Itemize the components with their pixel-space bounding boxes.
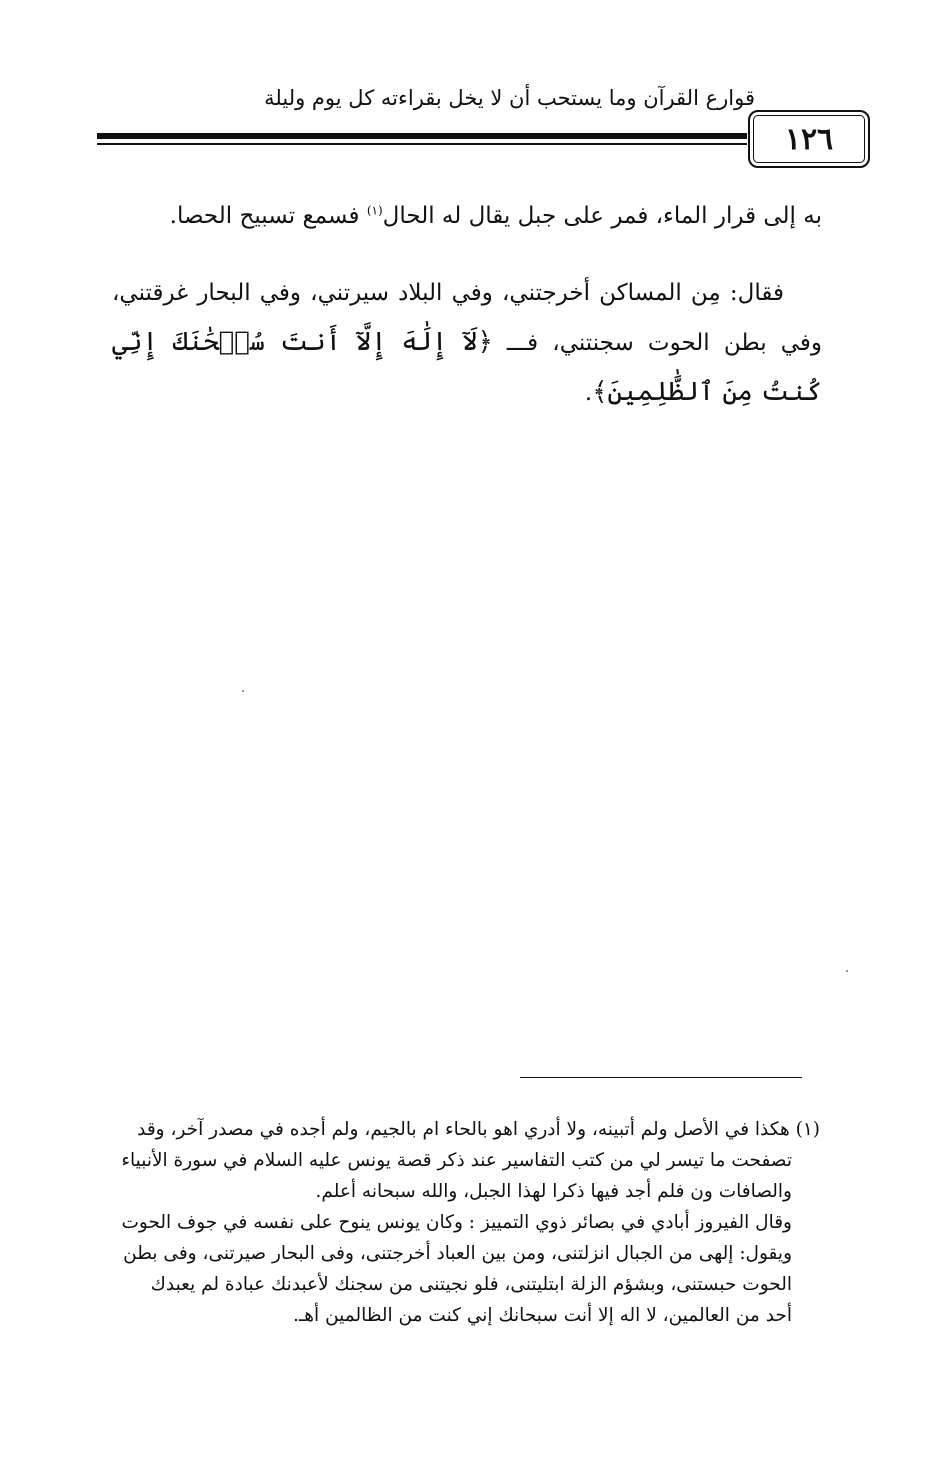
page-number: ١٢٦ (784, 121, 834, 157)
page-number-frame (748, 110, 870, 168)
footnote-line: أحد من العالمين، لا اله إلا أنت سبحانك إني كنت من الظالمين أهـ. (293, 1305, 792, 1326)
header-rule-thick (97, 133, 747, 139)
paragraph-2-end: . (584, 380, 593, 406)
scan-speck (242, 690, 244, 692)
footnote-reference[interactable]: (١) (366, 203, 383, 218)
quran-verse: ﴿لَآ إِلَٰهَ إِلَّآ أَنتَ سُبۡحَٰنَكَ إِنِّي كُنتُ مِنَ ٱلظَّٰلِمِينَ﴾ (112, 327, 822, 407)
footnote-line: الحوت حبستنى، وبشؤم الزلة ابتليتنى، فلو نجيتنى من سجنك لأعبدنك عبادة لم يعبدك (150, 1274, 792, 1295)
paragraph-1-text: به إلى قرار الماء، فمر على جبل يقال له الحال (382, 203, 822, 229)
footnotes-block (75, 1114, 820, 1331)
scan-speck (846, 970, 848, 972)
footnote-line: تصفحت ما تيسر لي من كتب التفاسير عند ذكر قصة يونس عليه السلام في سورة الأنبياء (121, 1150, 792, 1171)
body-paragraph-2 (112, 269, 822, 418)
footnote-line: وقال الفيروز أبادي في بصائر ذوي التمييز : وكان يونس ينوح على نفسه في جوف الحوت (121, 1212, 792, 1233)
body-paragraph-1 (112, 192, 822, 241)
paragraph-1-end: فسمع تسبيح الحصا. (169, 203, 367, 229)
footnote-line: (١) هكذا في الأصل ولم أتبينه، ولا أدري اهو بالحاء ام بالجيم، ولم أجده في مصدر آخر، وقد (137, 1119, 820, 1140)
running-header-title: قوارع القرآن وما يستحب أن لا يخل بقراءته كل يوم وليلة (264, 86, 755, 110)
footnote-line: والصافات ون فلم أجد فيها ذكرا لهذا الجبل، والله سبحانه أعلم. (315, 1181, 792, 1202)
footnote-line: ويقول: إلهى من الجبال انزلتنى، ومن بين العباد أخرجتنى، وفى البحار صيرتنى، وفى بطن (123, 1243, 792, 1264)
paragraph-2-text: فقال: مِن المساكن أخرجتني، وفي البلاد سيرتني، وفي البحار غرقتني، وفي بطن الحوت سجنتني، فـــ (112, 280, 822, 356)
footnote-separator (520, 1077, 802, 1078)
header-rule-thin (97, 143, 747, 145)
